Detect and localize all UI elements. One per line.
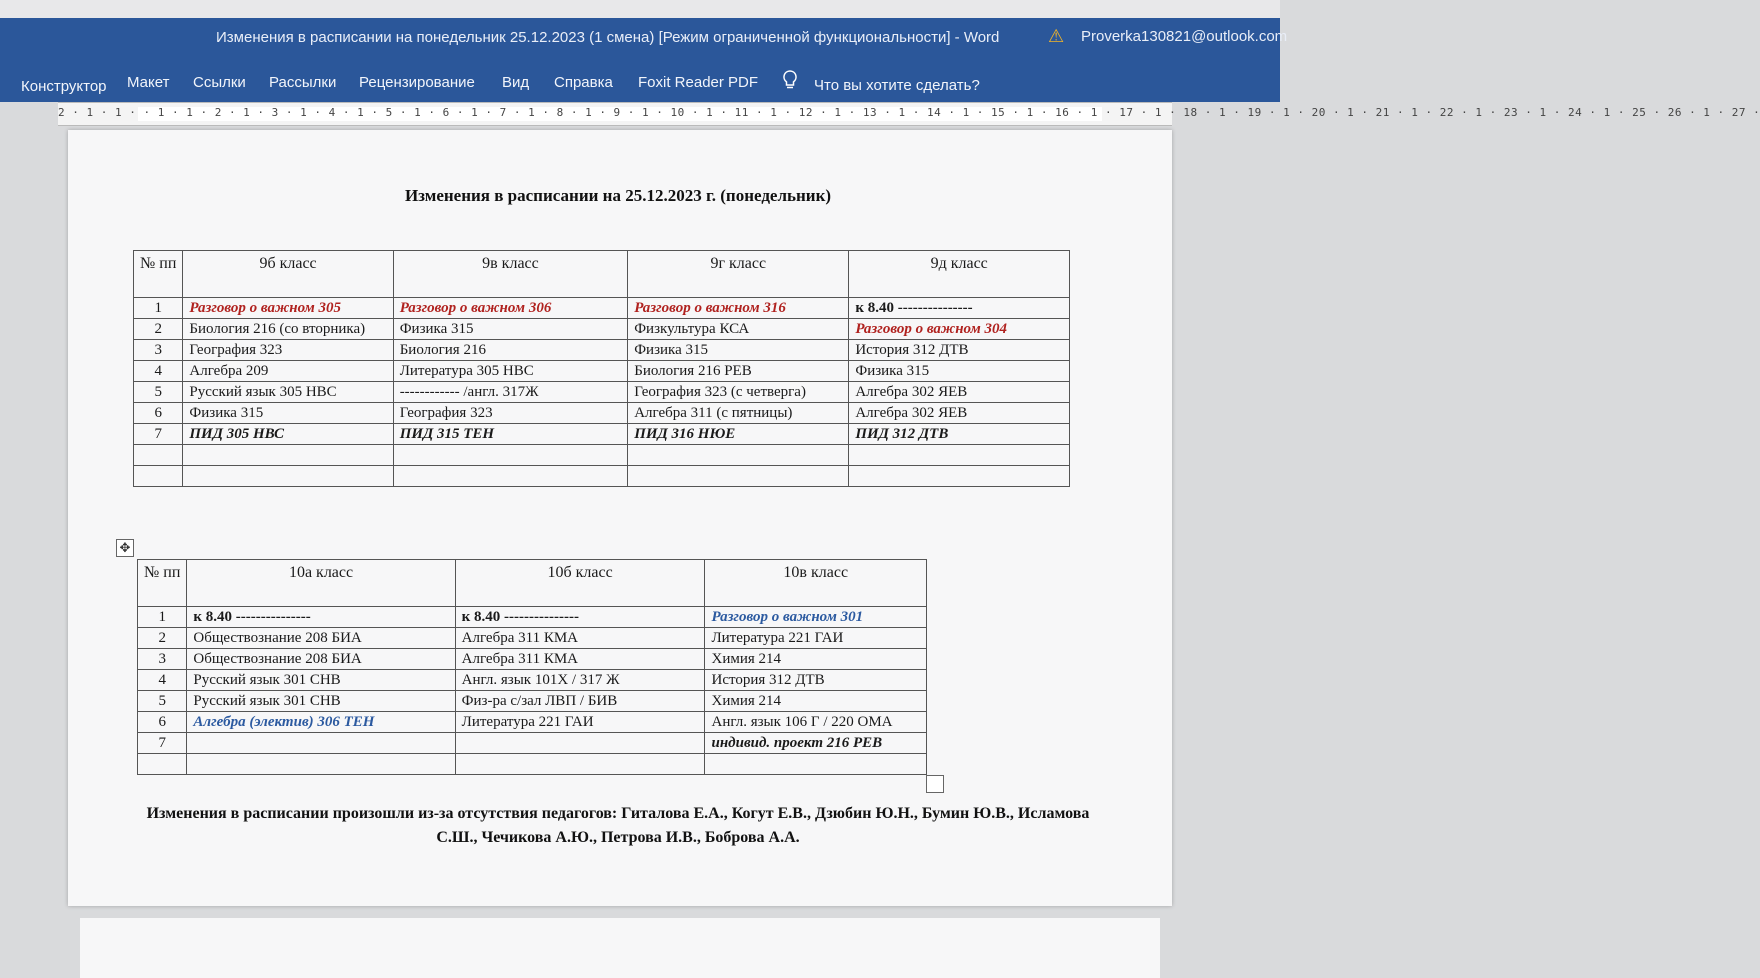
title-bar	[0, 18, 1288, 64]
top-strip	[0, 0, 1280, 20]
table-row	[138, 607, 927, 628]
lesson-cell[interactable]: Разговор о важном 304	[849, 319, 1070, 340]
lesson-cell[interactable]	[187, 733, 455, 754]
tab-constructor[interactable]: Конструктор	[21, 78, 107, 95]
lesson-cell[interactable]: Химия 214	[705, 691, 927, 712]
table-row	[134, 298, 1070, 319]
column-header-class: 9д класс	[849, 251, 1070, 298]
lesson-cell[interactable]: История 312 ДТВ	[705, 670, 927, 691]
absence-note: Изменения в расписании произошли из-за отсутствия педагогов: Гиталова Е.А., Когут Е.В., Дзюбин Ю.Н., Бумин Ю.В., Исламова С.Ш., Чечикова А.Ю., Петрова И.В., Боброва А.А.	[146, 805, 1090, 846]
row-number-cell[interactable]: 5	[134, 382, 183, 403]
lesson-cell[interactable]: Биология 216 (со вторника)	[183, 319, 393, 340]
table-row	[138, 712, 927, 733]
lesson-cell[interactable]	[849, 445, 1070, 466]
next-page[interactable]	[80, 918, 1160, 978]
lesson-cell[interactable]: Русский язык 301 СНВ	[187, 691, 455, 712]
lesson-cell[interactable]: ПИД 312 ДТВ	[849, 424, 1070, 445]
lesson-cell[interactable]: к 8.40 ---------------	[455, 607, 705, 628]
lesson-cell[interactable]	[455, 754, 705, 775]
lesson-cell[interactable]: Химия 214	[705, 649, 927, 670]
lesson-cell[interactable]: Обществознание 208 БИА	[187, 628, 455, 649]
lesson-cell[interactable]: Разговор о важном 305	[183, 298, 393, 319]
lesson-cell[interactable]	[849, 466, 1070, 487]
column-header-number: № пп	[134, 251, 183, 298]
tab-foxit[interactable]: Foxit Reader PDF	[638, 74, 759, 91]
lesson-cell[interactable]: Алгебра (электив) 306 ТЕН	[187, 712, 455, 733]
row-number-cell[interactable]: 3	[134, 340, 183, 361]
row-number-cell[interactable]	[134, 445, 183, 466]
row-number-cell[interactable]: 5	[138, 691, 187, 712]
lesson-cell[interactable]	[393, 445, 628, 466]
lesson-cell[interactable]: Англ. язык 101Х / 317 Ж	[455, 670, 705, 691]
lesson-cell[interactable]: География 323 (с четверга)	[628, 382, 849, 403]
row-number-cell[interactable]: 1	[138, 607, 187, 628]
table-row	[134, 319, 1070, 340]
warning-icon[interactable]: ⚠	[1048, 26, 1065, 46]
row-number-cell[interactable]: 2	[138, 628, 187, 649]
lesson-cell[interactable]: Физика 315	[849, 361, 1070, 382]
table-row	[134, 424, 1070, 445]
row-number-cell[interactable]: 3	[138, 649, 187, 670]
lesson-cell[interactable]: Физика 315	[393, 319, 628, 340]
table-row	[138, 733, 927, 754]
account-name[interactable]: Proverka130821@outlook.com	[1081, 28, 1288, 45]
ruler-numbers: 2 · 1 · 1 · · 1 · 1 · 2 · 1 · 3 · 1 · 4 · 1 · 5 · 1 · 6 · 1 · 7 · 1 · 8 · 1 · 9 · 1 · 10 · 1 · 11 · 1 · 12 · 1 · 13 · 1 · 14 · 1 · 15 · 1 · 16 · 1 · 17 · 1 · 18 · 1 · 19 · 1 · 20 · 1 · 21 · 1 · 22 · 1 · 23 · 1 · 24 · 1 · 25 · 26 · 1 · 27 ·	[58, 106, 1760, 119]
lesson-cell[interactable]: Физ-ра с/зал ЛВП / БИВ	[455, 691, 705, 712]
row-number-cell[interactable]	[138, 754, 187, 775]
column-header-class: 9в класс	[393, 251, 628, 298]
row-number-cell[interactable]: 1	[134, 298, 183, 319]
schedule-table-9[interactable]	[133, 250, 1070, 487]
lesson-cell[interactable]	[187, 754, 455, 775]
lesson-cell[interactable]: Разговор о важном 306	[393, 298, 628, 319]
window-title: Изменения в расписании на понедельник 25.12.2023 (1 смена) [Режим ограниченной функциональности] - Word	[216, 29, 1000, 46]
table-move-handle[interactable]: ✥	[116, 539, 134, 557]
lesson-cell[interactable]	[393, 466, 628, 487]
document-title: Изменения в расписании на 25.12.2023 г. (понедельник)	[404, 186, 832, 205]
lesson-cell[interactable]: ПИД 305 НВС	[183, 424, 393, 445]
column-header-class: 9г класс	[628, 251, 849, 298]
tell-me-box[interactable]	[782, 70, 980, 94]
lesson-cell[interactable]: Алгебра 302 ЯЕВ	[849, 382, 1070, 403]
lesson-cell[interactable]: ПИД 315 ТЕН	[393, 424, 628, 445]
lesson-cell[interactable]: Алгебра 311 КМА	[455, 628, 705, 649]
row-number-cell[interactable]: 7	[138, 733, 187, 754]
lesson-cell[interactable]: Физика 315	[628, 340, 849, 361]
lesson-cell[interactable]	[455, 733, 705, 754]
lesson-cell[interactable]: ПИД 316 НЮЕ	[628, 424, 849, 445]
table-row	[134, 340, 1070, 361]
lesson-cell[interactable]	[183, 466, 393, 487]
tab-view[interactable]: Вид	[502, 74, 530, 91]
lesson-cell[interactable]: индивид. проект 216 РЕВ	[705, 733, 927, 754]
tell-me-text: Что вы хотите сделать?	[814, 77, 980, 94]
lesson-cell[interactable]: ------------ /англ. 317Ж	[393, 382, 628, 403]
tab-help[interactable]: Справка	[554, 74, 613, 91]
lesson-cell[interactable]: Англ. язык 106 Г / 220 ОМА	[705, 712, 927, 733]
lesson-cell[interactable]: Разговор о важном 316	[628, 298, 849, 319]
table-row	[134, 466, 1070, 487]
table-row	[138, 649, 927, 670]
lesson-cell[interactable]: История 312 ДТВ	[849, 340, 1070, 361]
table-row	[134, 382, 1070, 403]
column-header-class: 10а класс	[187, 560, 455, 607]
schedule-table-10[interactable]	[137, 559, 927, 775]
lesson-cell[interactable]: География 323	[393, 403, 628, 424]
table-row	[134, 361, 1070, 382]
column-header-class: 9б класс	[183, 251, 393, 298]
lesson-cell[interactable]	[628, 445, 849, 466]
lesson-cell[interactable]: Литература 221 ГАИ	[455, 712, 705, 733]
column-header-class: 10в класс	[705, 560, 927, 607]
lesson-cell[interactable]: Биология 216 РЕВ	[628, 361, 849, 382]
lesson-cell[interactable]: Алгебра 209	[183, 361, 393, 382]
lesson-cell[interactable]: Физкультура КСА	[628, 319, 849, 340]
row-number-cell[interactable]: 6	[138, 712, 187, 733]
tab-mailings[interactable]: Рассылки	[269, 74, 337, 91]
lesson-cell[interactable]: Разговор о важном 301	[705, 607, 927, 628]
table-row	[134, 445, 1070, 466]
tab-layout[interactable]: Макет	[127, 74, 170, 91]
table-row	[138, 691, 927, 712]
lesson-cell[interactable]: Алгебра 311 КМА	[455, 649, 705, 670]
lesson-cell[interactable]: Русский язык 305 НВС	[183, 382, 393, 403]
lesson-cell[interactable]: Литература 221 ГАИ	[705, 628, 927, 649]
lesson-cell[interactable]: Обществознание 208 БИА	[187, 649, 455, 670]
lesson-cell[interactable]	[183, 445, 393, 466]
tab-references[interactable]: Ссылки	[193, 74, 246, 91]
lesson-cell[interactable]: Алгебра 311 (с пятницы)	[628, 403, 849, 424]
lesson-cell[interactable]: Алгебра 302 ЯЕВ	[849, 403, 1070, 424]
column-header-number: № пп	[138, 560, 187, 607]
row-number-cell[interactable]	[134, 466, 183, 487]
lesson-cell[interactable]	[705, 754, 927, 775]
table-row	[138, 754, 927, 775]
lesson-cell[interactable]: к 8.40 ---------------	[849, 298, 1070, 319]
lesson-cell[interactable]	[628, 466, 849, 487]
table-row	[138, 628, 927, 649]
table-row	[138, 670, 927, 691]
lesson-cell[interactable]: к 8.40 ---------------	[187, 607, 455, 628]
lesson-cell[interactable]: Физика 315	[183, 403, 393, 424]
row-number-cell[interactable]: 4	[134, 361, 183, 382]
lesson-cell[interactable]: Литература 305 НВС	[393, 361, 628, 382]
lightbulb-icon	[782, 70, 800, 94]
row-number-cell[interactable]: 6	[134, 403, 183, 424]
lesson-cell[interactable]: География 323	[183, 340, 393, 361]
ribbon-tabs	[0, 64, 1280, 102]
tab-review[interactable]: Рецензирование	[359, 74, 475, 91]
table-resize-handle[interactable]	[926, 775, 944, 793]
row-number-cell[interactable]: 2	[134, 319, 183, 340]
column-header-class: 10б класс	[455, 560, 705, 607]
horizontal-ruler[interactable]	[58, 102, 1760, 126]
document-page[interactable]	[68, 130, 1172, 906]
row-number-cell[interactable]: 7	[134, 424, 183, 445]
table-row	[134, 403, 1070, 424]
lesson-cell[interactable]: Русский язык 301 СНВ	[187, 670, 455, 691]
row-number-cell[interactable]: 4	[138, 670, 187, 691]
lesson-cell[interactable]: Биология 216	[393, 340, 628, 361]
